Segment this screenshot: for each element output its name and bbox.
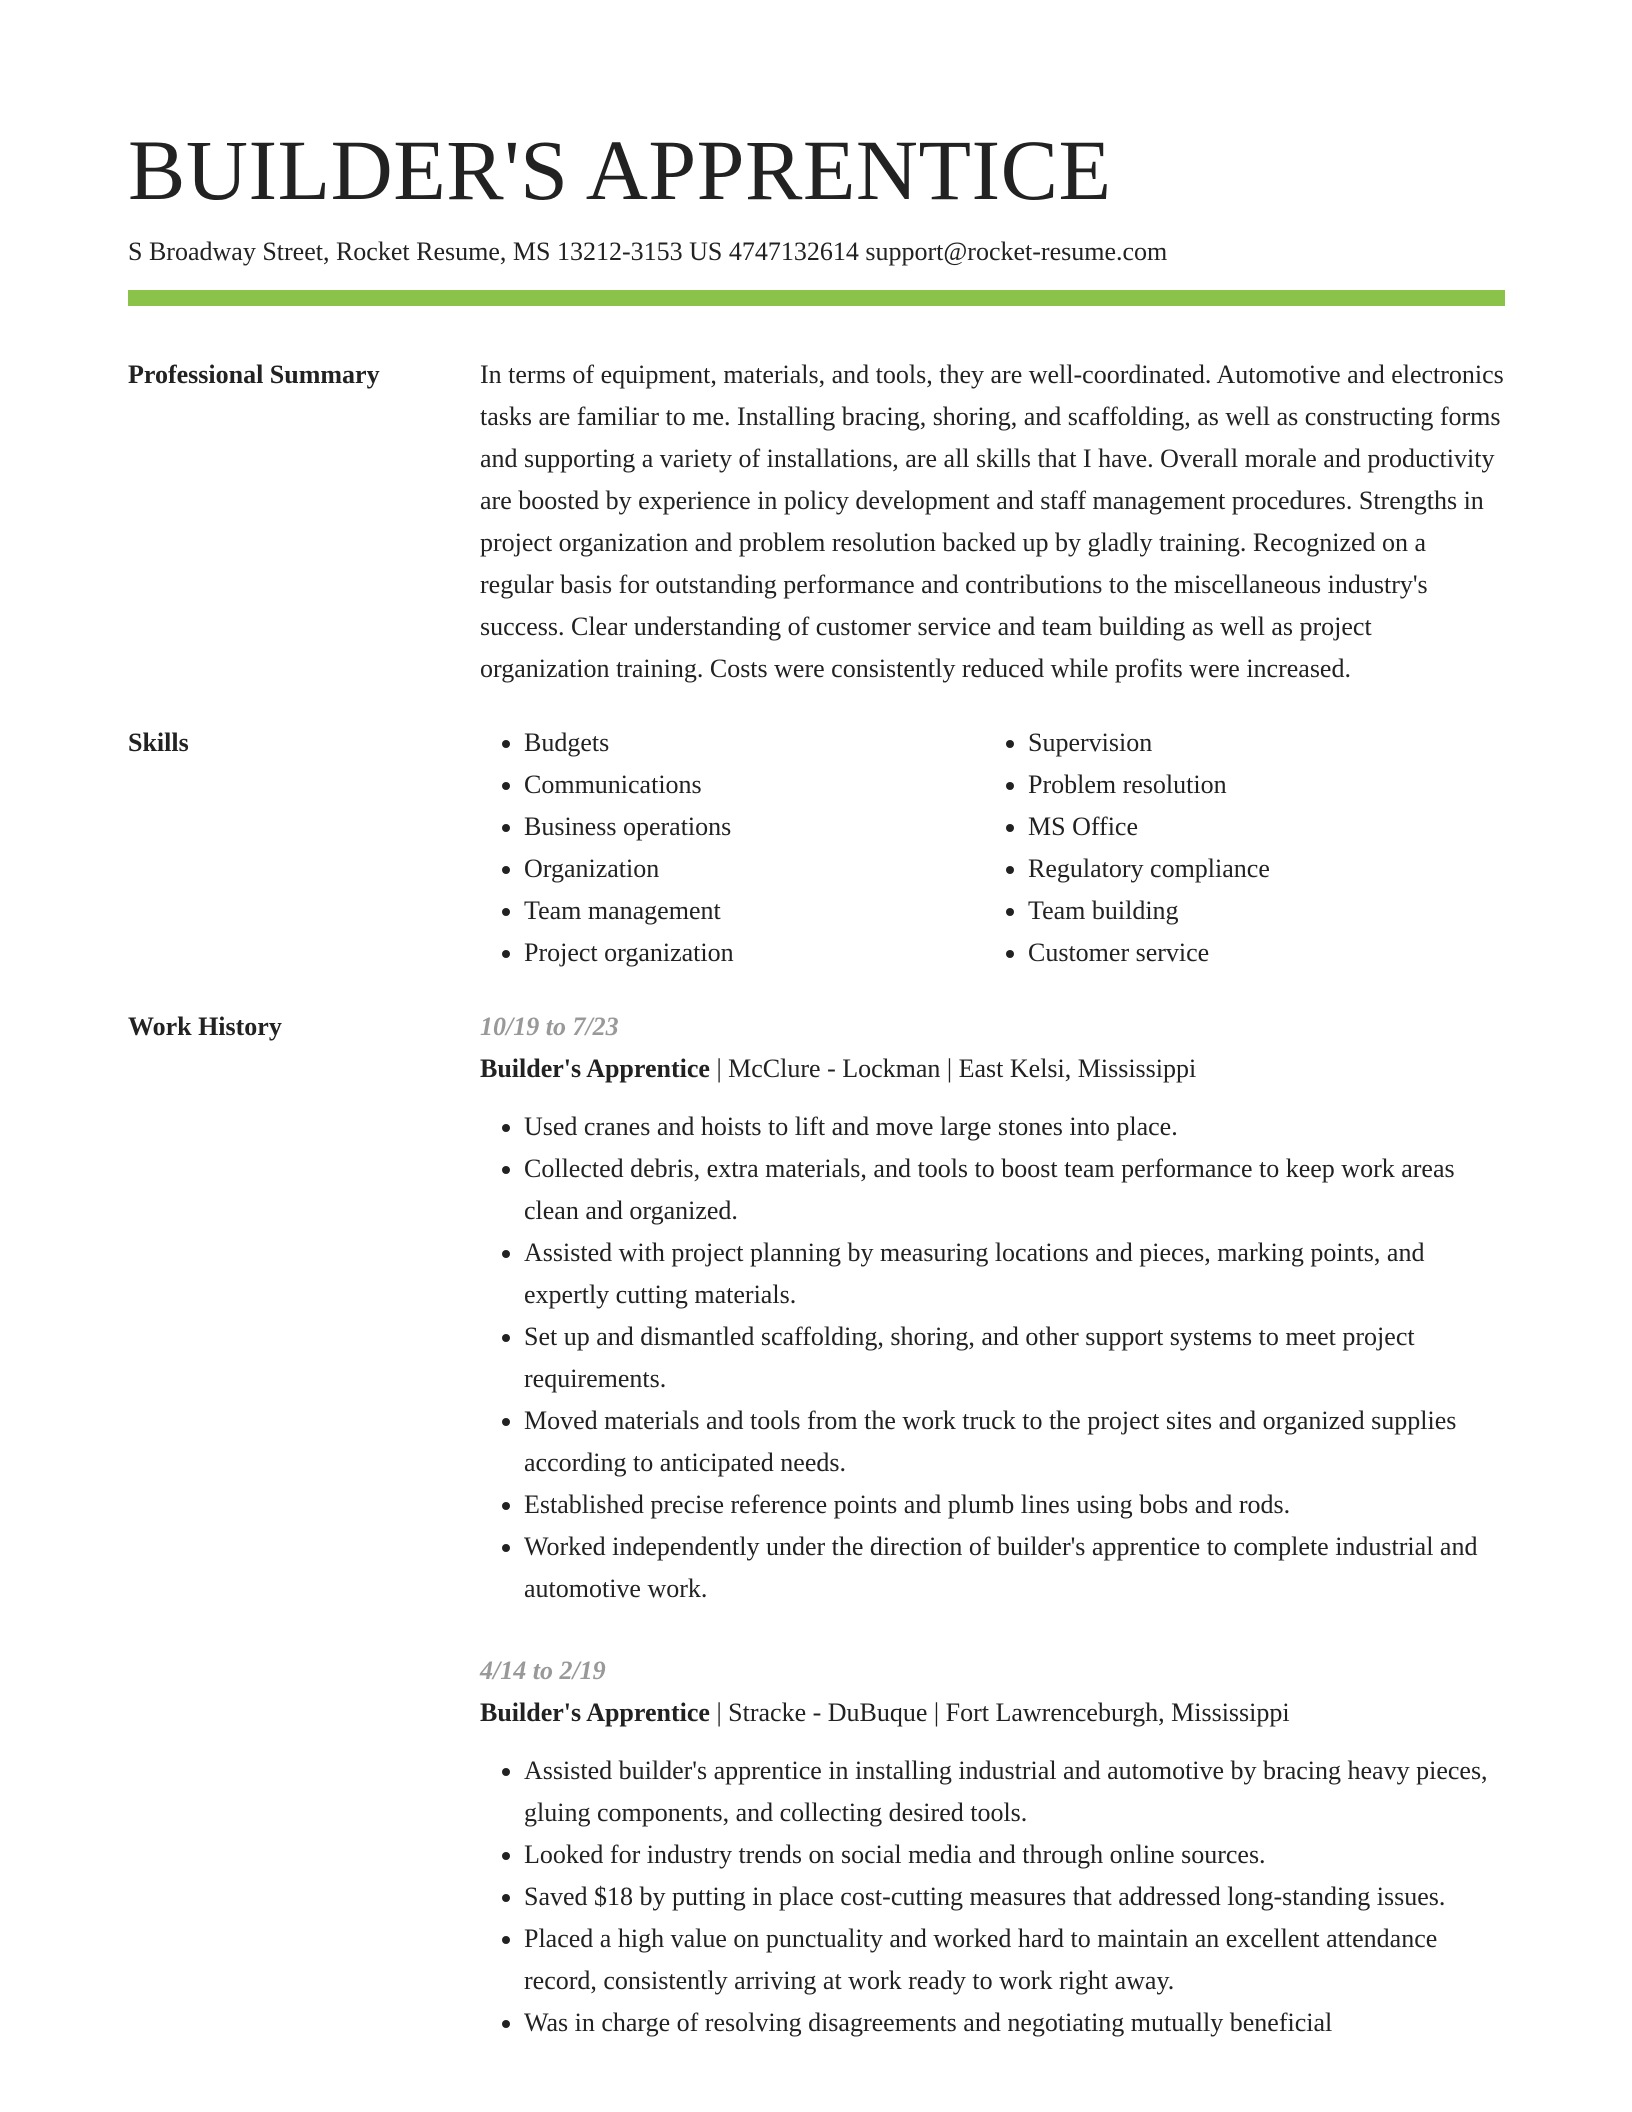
skill-item: • Budgets bbox=[524, 722, 984, 764]
job-entry bbox=[480, 1006, 1505, 1610]
job-bullet: • Established precise reference points and plumb lines using bobs and rods. bbox=[524, 1484, 1505, 1526]
job-details: | McClure - Lockman | East Kelsi, Mississippi bbox=[709, 1054, 1197, 1083]
skill-item: • Supervision bbox=[1028, 722, 1508, 764]
contact-address: S Broadway Street, Rocket Resume, MS 13212-3153 US bbox=[128, 237, 723, 266]
skill-item: • Regulatory compliance bbox=[1028, 848, 1508, 890]
contact-phone: 4747132614 bbox=[728, 237, 859, 266]
skills-heading: Skills bbox=[128, 728, 189, 757]
job-bullet: • Looked for industry trends on social media and through online sources. bbox=[524, 1834, 1505, 1876]
job-bullet: • Moved materials and tools from the work truck to the project sites and organized supplies according to anticipated needs. bbox=[524, 1400, 1505, 1484]
job-title: Builder's Apprentice bbox=[480, 1698, 710, 1727]
job-bullet: • Set up and dismantled scaffolding, shoring, and other support systems to meet project requirements. bbox=[524, 1316, 1505, 1400]
job-bullets bbox=[480, 1750, 1505, 2044]
work-history-heading: Work History bbox=[128, 1012, 282, 1041]
job-header bbox=[480, 1692, 1505, 1734]
job-bullet: • Was in charge of resolving disagreements and negotiating mutually beneficial bbox=[524, 2002, 1505, 2044]
skills-list-left bbox=[480, 722, 984, 974]
job-dates: 4/14 to 2/19 bbox=[480, 1656, 606, 1685]
job-bullets bbox=[480, 1106, 1505, 1610]
job-bullet: • Worked independently under the direction of builder's apprentice to complete industrial and automotive work. bbox=[524, 1526, 1505, 1610]
job-dates: 10/19 to 7/23 bbox=[480, 1012, 619, 1041]
header-divider bbox=[128, 290, 1505, 306]
job-entry bbox=[480, 1650, 1505, 2044]
summary-section bbox=[128, 354, 1505, 690]
skills-list-right bbox=[984, 722, 1508, 974]
resume-name: BUILDER'S APPRENTICE bbox=[128, 122, 1112, 218]
contact-line bbox=[128, 236, 1505, 268]
job-bullet: • Assisted with project planning by measuring locations and pieces, marking points, and expertly cutting materials. bbox=[524, 1232, 1505, 1316]
job-bullet: • Collected debris, extra materials, and tools to boost team performance to keep work areas clean and organized. bbox=[524, 1148, 1505, 1232]
skill-item: • Business operations bbox=[524, 806, 984, 848]
job-title: Builder's Apprentice bbox=[480, 1054, 710, 1083]
resume-page bbox=[128, 0, 1505, 2084]
job-header bbox=[480, 1048, 1505, 1090]
job-bullet: • Used cranes and hoists to lift and move large stones into place. bbox=[524, 1106, 1505, 1148]
skill-item: • Organization bbox=[524, 848, 984, 890]
job-bullet: • Assisted builder's apprentice in installing industrial and automotive by bracing heavy pieces, gluing components, and collecting desired tools. bbox=[524, 1750, 1505, 1834]
skill-item: • Customer service bbox=[1028, 932, 1508, 974]
summary-text: In terms of equipment, materials, and tools, they are well-coordinated. Automotive and electronics tasks are familiar to me. Installing bracing, shoring, and scaffolding, as well as constructing forms and supporting a variety of installations, are all skills that I have. Overall morale and productivity are boosted by experience in policy development and staff management procedures. Strengths in project organization and problem resolution backed up by gladly training. Recognized on a regular basis for outstanding performance and contributions to the miscellaneous industry's success. Clear understanding of customer service and team building as well as project organization training. Costs were consistently reduced while profits were increased. bbox=[480, 360, 1504, 683]
skill-item: • Team building bbox=[1028, 890, 1508, 932]
skill-item: • MS Office bbox=[1028, 806, 1508, 848]
skill-item: • Team management bbox=[524, 890, 984, 932]
job-details: | Stracke - DuBuque | Fort Lawrenceburgh, Mississippi bbox=[709, 1698, 1290, 1727]
skill-item: • Problem resolution bbox=[1028, 764, 1508, 806]
skills-section bbox=[128, 722, 1505, 974]
summary-heading: Professional Summary bbox=[128, 360, 380, 389]
job-bullet: • Saved $18 by putting in place cost-cutting measures that addressed long-standing issues. bbox=[524, 1876, 1505, 1918]
work-history-section bbox=[128, 1006, 1505, 2084]
job-bullet: • Placed a high value on punctuality and worked hard to maintain an excellent attendance record, consistently arriving at work ready to work right away. bbox=[524, 1918, 1505, 2002]
contact-email: support@rocket-resume.com bbox=[865, 237, 1168, 266]
skill-item: • Communications bbox=[524, 764, 984, 806]
skill-item: • Project organization bbox=[524, 932, 984, 974]
